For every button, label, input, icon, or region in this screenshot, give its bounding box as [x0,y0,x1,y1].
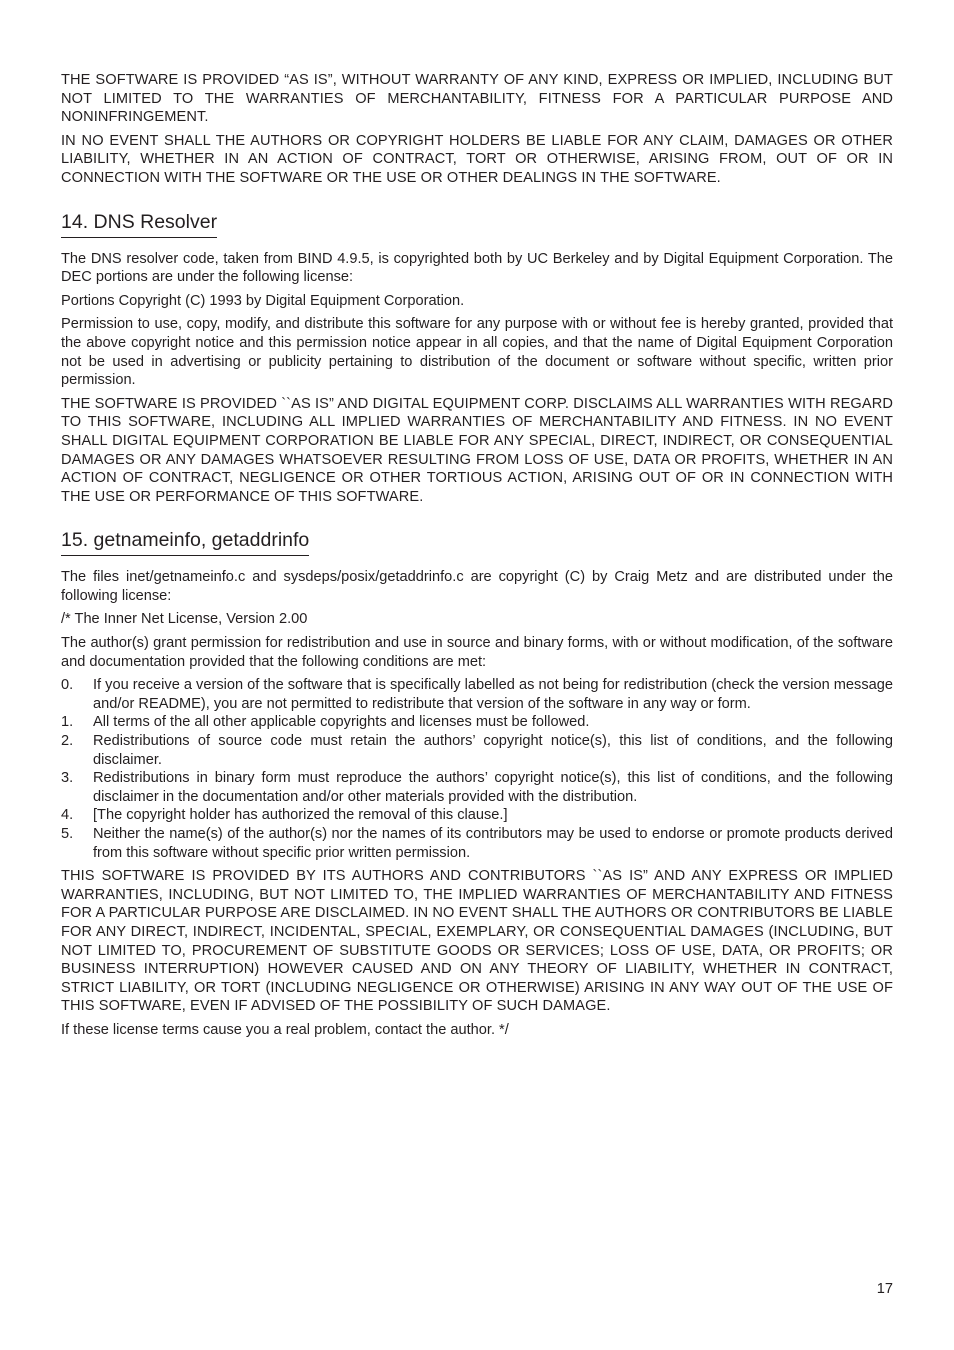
list-item-number: 2. [61,733,74,750]
page-number: 17 [876,1281,893,1297]
dns-copyright-line: Portions Copyright (C) 1993 by Digital Equipment Corporation. [61,292,465,309]
section-15-header [61,528,893,556]
list-item [61,825,893,862]
section-14-heading: 14. DNS Resolver [61,210,217,238]
list-item [61,806,893,825]
section-15-heading: 15. getnameinfo, getaddrinfo [61,528,309,556]
inner-net-license-title: /* The Inner Net License, Version 2.00 [61,611,308,628]
dns-permission-paragraph: Permission to use, copy, modify, and distribute this software for any purpose with or without fee is hereby granted, provided that the above copyright notice and this permission notice appear in all copies, and that the name of Digital Equipment Corporation not be used in advertising or publicity pertaining to distribution of the document or software without specific, written prior permission. [61,316,893,389]
list-item-text: Neither the name(s) of the author(s) nor the names of its contributors may be used to endorse or promote products derived from this software without specific prior written permission. [93,826,893,861]
section-14-header [61,210,893,238]
list-item-text: [The copyright holder has authorized the removal of this clause.] [93,807,508,824]
list-item-text: If you receive a version of the software that is specifically labelled as not being for redistribution (check the version message and/or README), you are not permitted to redistribute that version of the software in any way or form. [93,677,893,712]
inner-net-disclaimer-paragraph: THIS SOFTWARE IS PROVIDED BY ITS AUTHORS AND CONTRIBUTORS ``AS IS” AND ANY EXPRESS OR IMPLIED WARRANTIES, INCLUDING, BUT NOT LIMITED TO, THE IMPLIED WARRANTIES OF MERCHANTABILITY AND FITNESS FOR A PARTICULAR PURPOSE ARE DISCLAIMED. IN NO EVENT SHALL THE AUTHORS OR CONTRIBUTORS BE LIABLE FOR ANY DIRECT, INDIRECT, INCIDENTAL, SPECIAL, EXEMPLARY, OR CONSEQUENTIAL DAMAGES (INCLUDING, BUT NOT LIMITED TO, PROCUREMENT OF SUBSTITUTE GOODS OR SERVICES; LOSS OF USE, DATA, OR PROFITS; OR BUSINESS INTERRUPTION) HOWEVER CAUSED AND ON ANY THEORY OF LIABILITY, WHETHER IN CONTRACT, STRICT LIABILITY, OR TORT (INCLUDING NEGLIGENCE OR OTHERWISE) ARISING IN ANY WAY OUT OF THE USE OF THIS SOFTWARE, EVEN IF ADVISED OF THE POSSIBILITY OF SUCH DAMAGE. [61,868,893,1015]
list-item [61,676,893,713]
list-item-number: 4. [61,807,74,824]
list-item-number: 0. [61,677,74,694]
closing-line: If these license terms cause you a real problem, contact the author. */ [61,1021,509,1038]
list-item [61,732,893,769]
list-item-text: Redistributions in binary form must reproduce the authors’ copyright notice(s), this list of conditions, and the following disclaimer in the documentation and/or other materials provided with the distribution. [93,770,893,805]
list-item-text: All terms of the all other applicable copyrights and licenses must be followed. [93,714,590,731]
list-item-number: 3. [61,770,74,787]
list-item-number: 5. [61,826,74,842]
liability-paragraph: IN NO EVENT SHALL THE AUTHORS OR COPYRIGHT HOLDERS BE LIABLE FOR ANY CLAIM, DAMAGES OR OTHER LIABILITY, WHETHER IN AN ACTION OF CONTRACT, TORT OR OTHERWISE, ARISING FROM, OUT OF OR IN CONNECTION WITH THE SOFTWARE OR THE USE OR OTHER DEALINGS IN THE SOFTWARE. [61,132,893,186]
getaddrinfo-intro-paragraph: The files inet/getnameinfo.c and sysdeps/posix/getaddrinfo.c are copyright (C) by Craig Metz and are distributed under the following license: [61,569,893,604]
list-item [61,713,893,732]
dns-disclaimer-paragraph: THE SOFTWARE IS PROVIDED ``AS IS” AND DIGITAL EQUIPMENT CORP. DISCLAIMS ALL WARRANTIES WITH REGARD TO THIS SOFTWARE, INCLUDING ALL IMPLIED WARRANTIES OF MERCHANTABILITY AND FITNESS. IN NO EVENT SHALL DIGITAL EQUIPMENT CORPORATION BE LIABLE FOR ANY SPECIAL, DIRECT, INDIRECT, OR CONSEQUENTIAL DAMAGES OR ANY DAMAGES WHATSOEVER RESULTING FROM LOSS OF USE, DATA OR PROFITS, WHETHER IN AN ACTION OF CONTRACT, NEGLIGENCE OR OTHER TORTIOUS ACTION, ARISING OUT OF OR IN CONNECTION WITH THE USE OR PERFORMANCE OF THIS SOFTWARE. [61,395,893,505]
warranty-paragraph: THE SOFTWARE IS PROVIDED “AS IS”, WITHOUT WARRANTY OF ANY KIND, EXPRESS OR IMPLIED, INCLUDING BUT NOT LIMITED TO THE WARRANTIES OF MERCHANTABILITY, FITNESS FOR A PARTICULAR PURPOSE AND NONINFRINGEMENT. [61,72,893,126]
list-item-text: Redistributions of source code must retain the authors’ copyright notice(s), this list of conditions, and the following disclaimer. [93,733,893,768]
conditions-list [61,676,893,862]
list-item [61,769,893,806]
list-item-number: 1. [61,714,74,731]
grant-paragraph: The author(s) grant permission for redistribution and use in source and binary forms, with or without modification, of the software and documentation provided that the following conditions are met: [61,635,893,670]
document-page [61,71,893,1045]
dns-intro-paragraph: The DNS resolver code, taken from BIND 4.9.5, is copyrighted both by UC Berkeley and by Digital Equipment Corporation. The DEC portions are under the following license: [61,250,893,286]
